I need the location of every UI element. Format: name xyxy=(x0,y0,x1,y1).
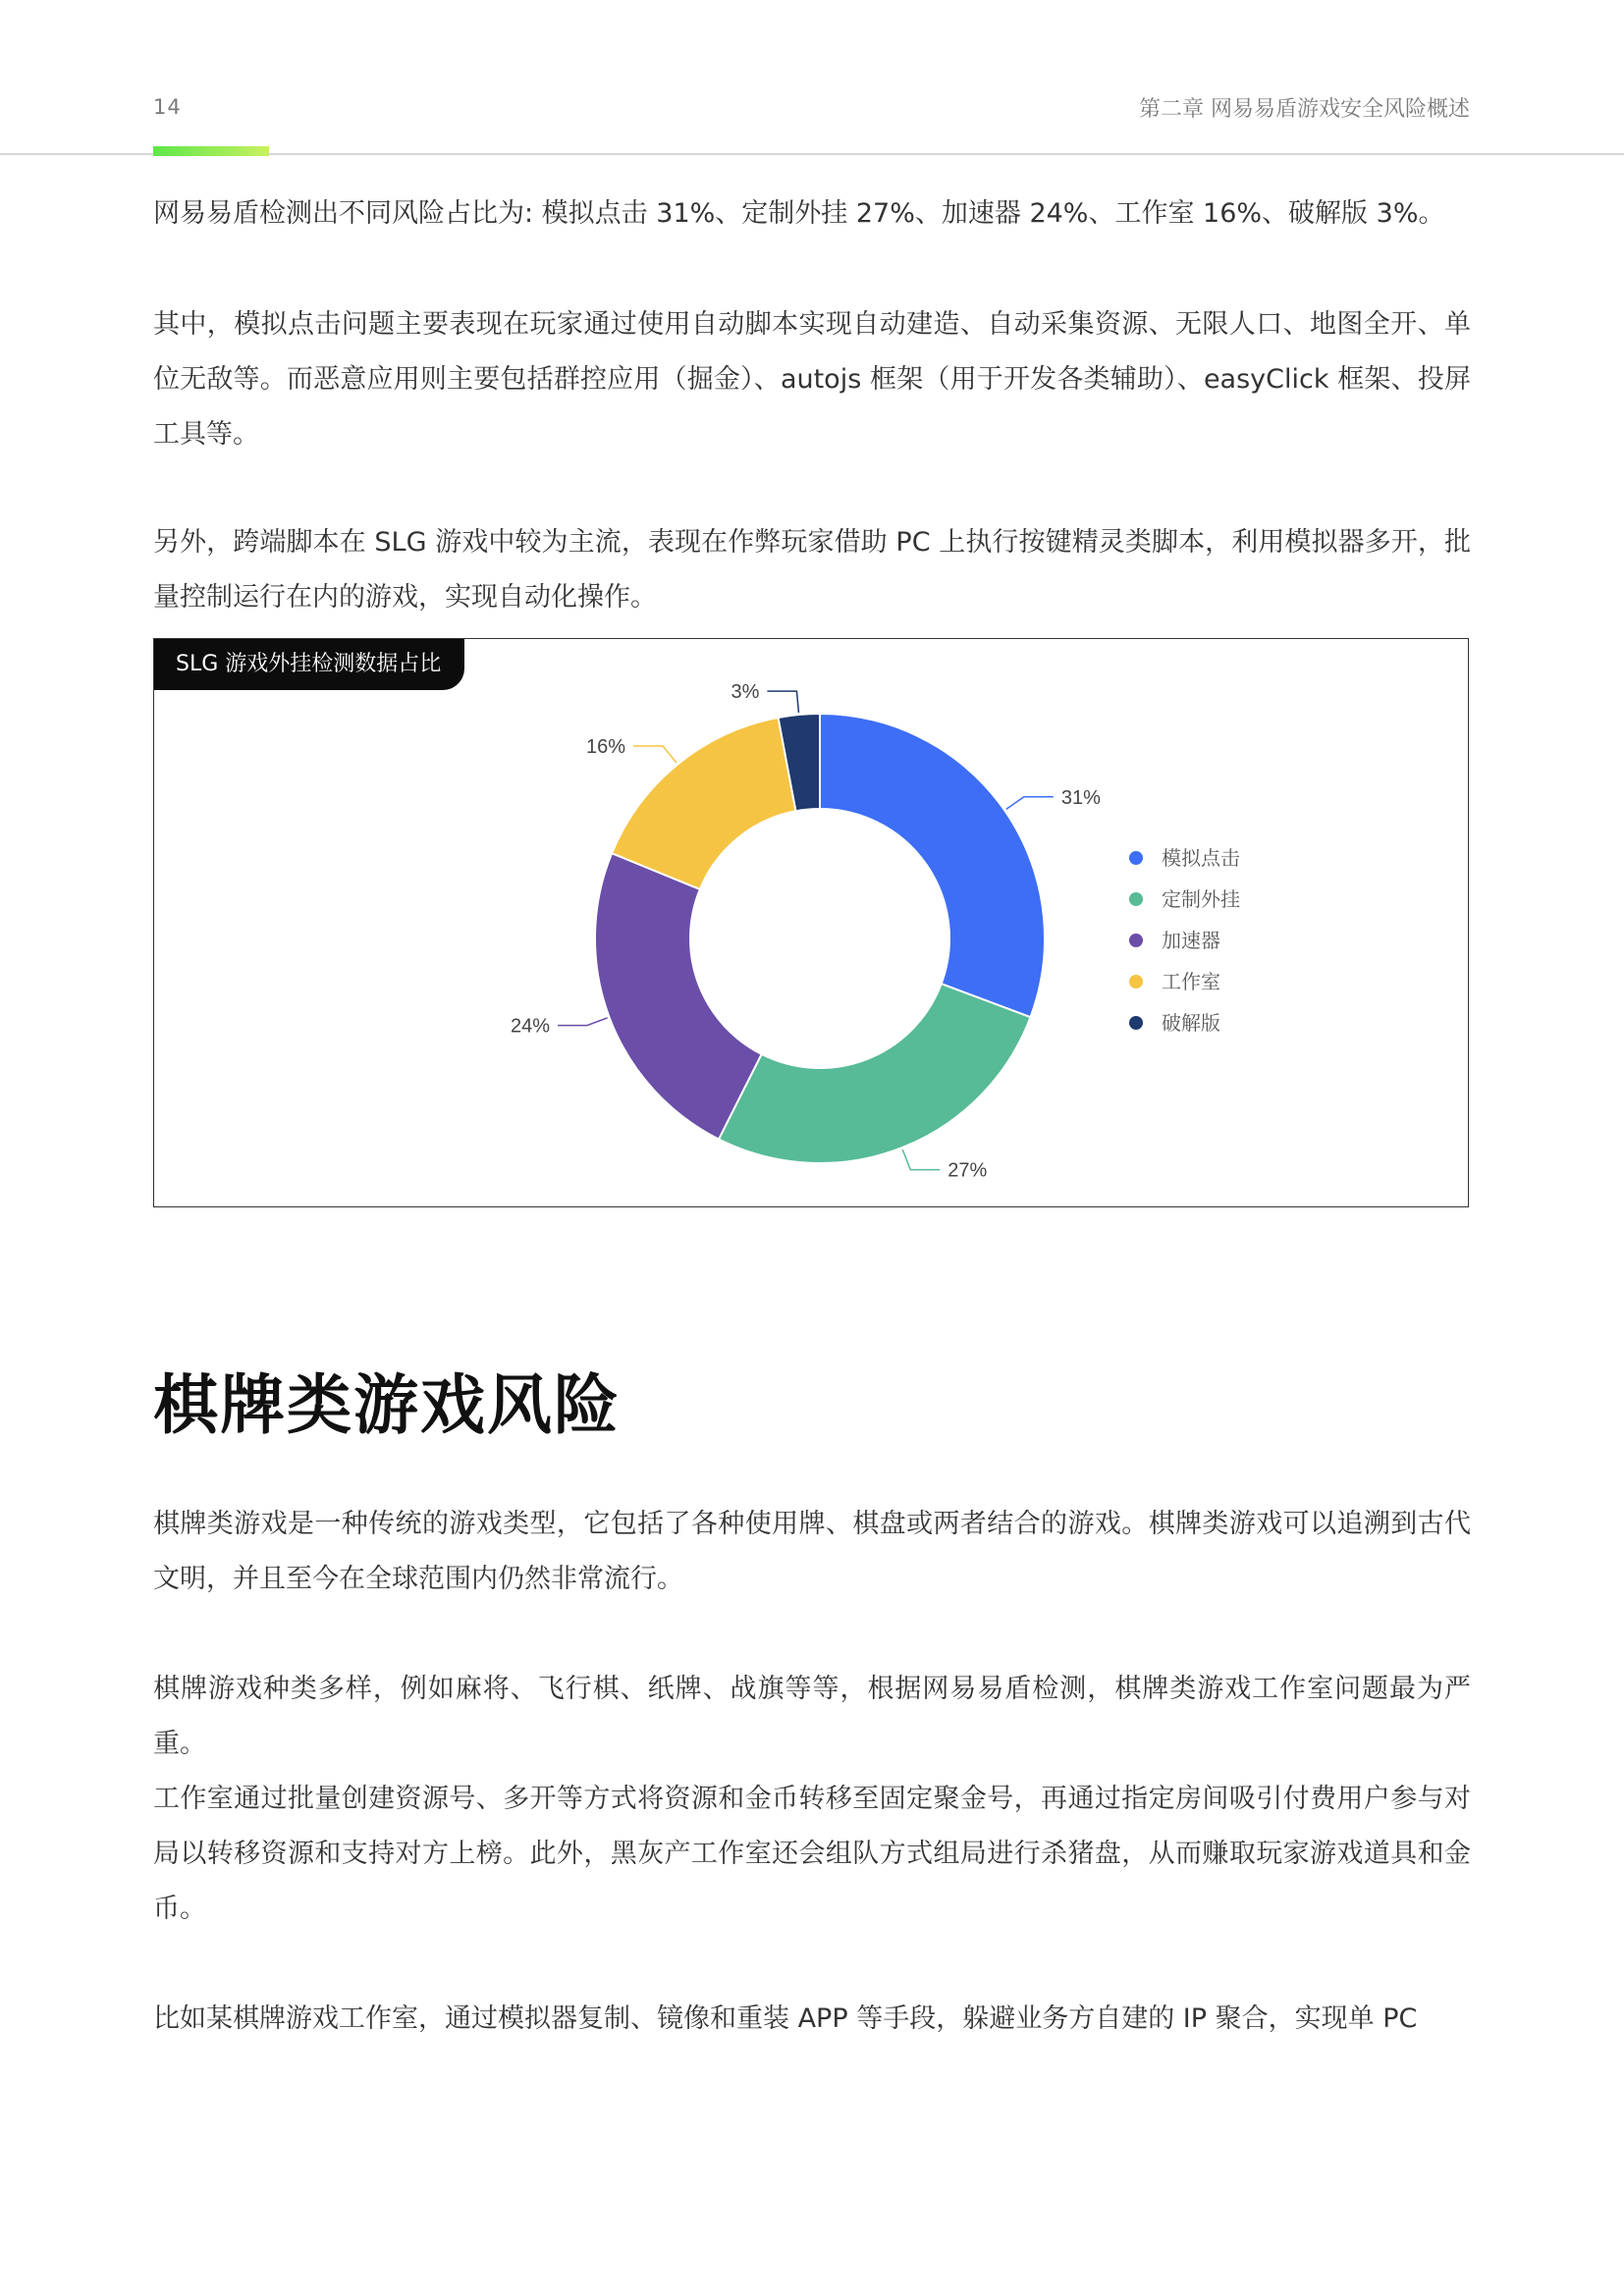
leader-line-studio xyxy=(633,746,677,763)
chart-title: SLG 游戏外挂检测数据占比 xyxy=(154,639,464,690)
header-accent-bar xyxy=(153,146,269,156)
data-label-simulated-click: 31% xyxy=(1060,786,1101,809)
legend-label-simulated-click: 模拟点击 xyxy=(1162,846,1240,870)
paragraph-cross-platform: 另外，跨端脚本在 SLG 游戏中较为主流，表现在作弊玩家借助 PC 上执行按键精灵类脚本，利用模拟器多开，批量控制运行在内的游戏，实现自动化操作。 xyxy=(153,527,1471,613)
legend-marker-custom-cheat xyxy=(1129,892,1143,906)
legend-marker-simulated-click xyxy=(1129,851,1143,865)
leader-line-speed-hack xyxy=(558,1018,608,1026)
legend-marker-cracked-version xyxy=(1129,1016,1143,1030)
slice-speed-hack xyxy=(595,853,762,1139)
chart-container xyxy=(153,638,1469,1207)
slice-studio xyxy=(612,718,795,889)
data-label-studio: 16% xyxy=(586,735,626,758)
legend-label-custom-cheat: 定制外挂 xyxy=(1162,887,1240,911)
paragraph-board-games-types: 棋牌游戏种类多样，例如麻将、飞行棋、纸牌、战旗等等，根据网易易盾检测，棋牌类游戏工作室问题最为严重。 xyxy=(153,1674,1471,1759)
section-heading: 棋牌类游戏风险 xyxy=(153,1367,621,1443)
leader-line-custom-cheat xyxy=(902,1149,940,1169)
slice-simulated-click xyxy=(820,714,1045,1017)
paragraph-studio-example: 比如某棋牌游戏工作室，通过模拟器复制、镜像和重装 APP 等手段，躲避业务方自建的 IP 聚合，实现单 PC xyxy=(153,2003,1418,2034)
paragraph-studio-methods: 工作室通过批量创建资源号、多开等方式将资源和金币转移至固定聚金号，再通过指定房间吸引付费用户参与对局以转移资源和支持对方上榜。此外，黑灰产工作室还会组队方式组局进行杀猪盘，从而赚取玩家游戏道具和金币。 xyxy=(153,1784,1471,1924)
leader-line-simulated-click xyxy=(1006,797,1054,810)
donut-chart xyxy=(154,639,1467,1205)
legend-marker-speed-hack xyxy=(1129,934,1143,947)
data-label-speed-hack: 24% xyxy=(510,1015,551,1038)
chapter-title: 第二章 网易易盾游戏安全风险概述 xyxy=(1139,97,1470,122)
leader-line-cracked-version xyxy=(767,691,798,713)
legend-label-cracked-version: 破解版 xyxy=(1162,1011,1220,1035)
legend-label-studio: 工作室 xyxy=(1162,970,1220,993)
paragraph-risk-ratio: 网易易盾检测出不同风险占比为: 模拟点击 31%、定制外挂 27%、加速器 24%、工作室 16%、破解版 3%。 xyxy=(153,198,1445,229)
data-label-custom-cheat: 27% xyxy=(947,1159,988,1182)
page-number: 14 xyxy=(153,95,182,119)
slice-custom-cheat xyxy=(719,984,1031,1163)
legend-marker-studio xyxy=(1129,975,1143,988)
paragraph-simulated-click: 其中，模拟点击问题主要表现在玩家通过使用自动脚本实现自动建造、自动采集资源、无限人口、地图全开、单位无敌等。而恶意应用则主要包括群控应用（掘金）、autojs 框架（用于开发各类辅助）、easyClick 框架、投屏工具等。 xyxy=(153,309,1471,450)
legend-label-speed-hack: 加速器 xyxy=(1162,929,1220,952)
data-label-cracked-version: 3% xyxy=(731,681,760,704)
paragraph-board-games-intro: 棋牌类游戏是一种传统的游戏类型，它包括了各种使用牌、棋盘或两者结合的游戏。棋牌类游戏可以追溯到古代文明，并且至今在全球范围内仍然非常流行。 xyxy=(153,1509,1471,1594)
